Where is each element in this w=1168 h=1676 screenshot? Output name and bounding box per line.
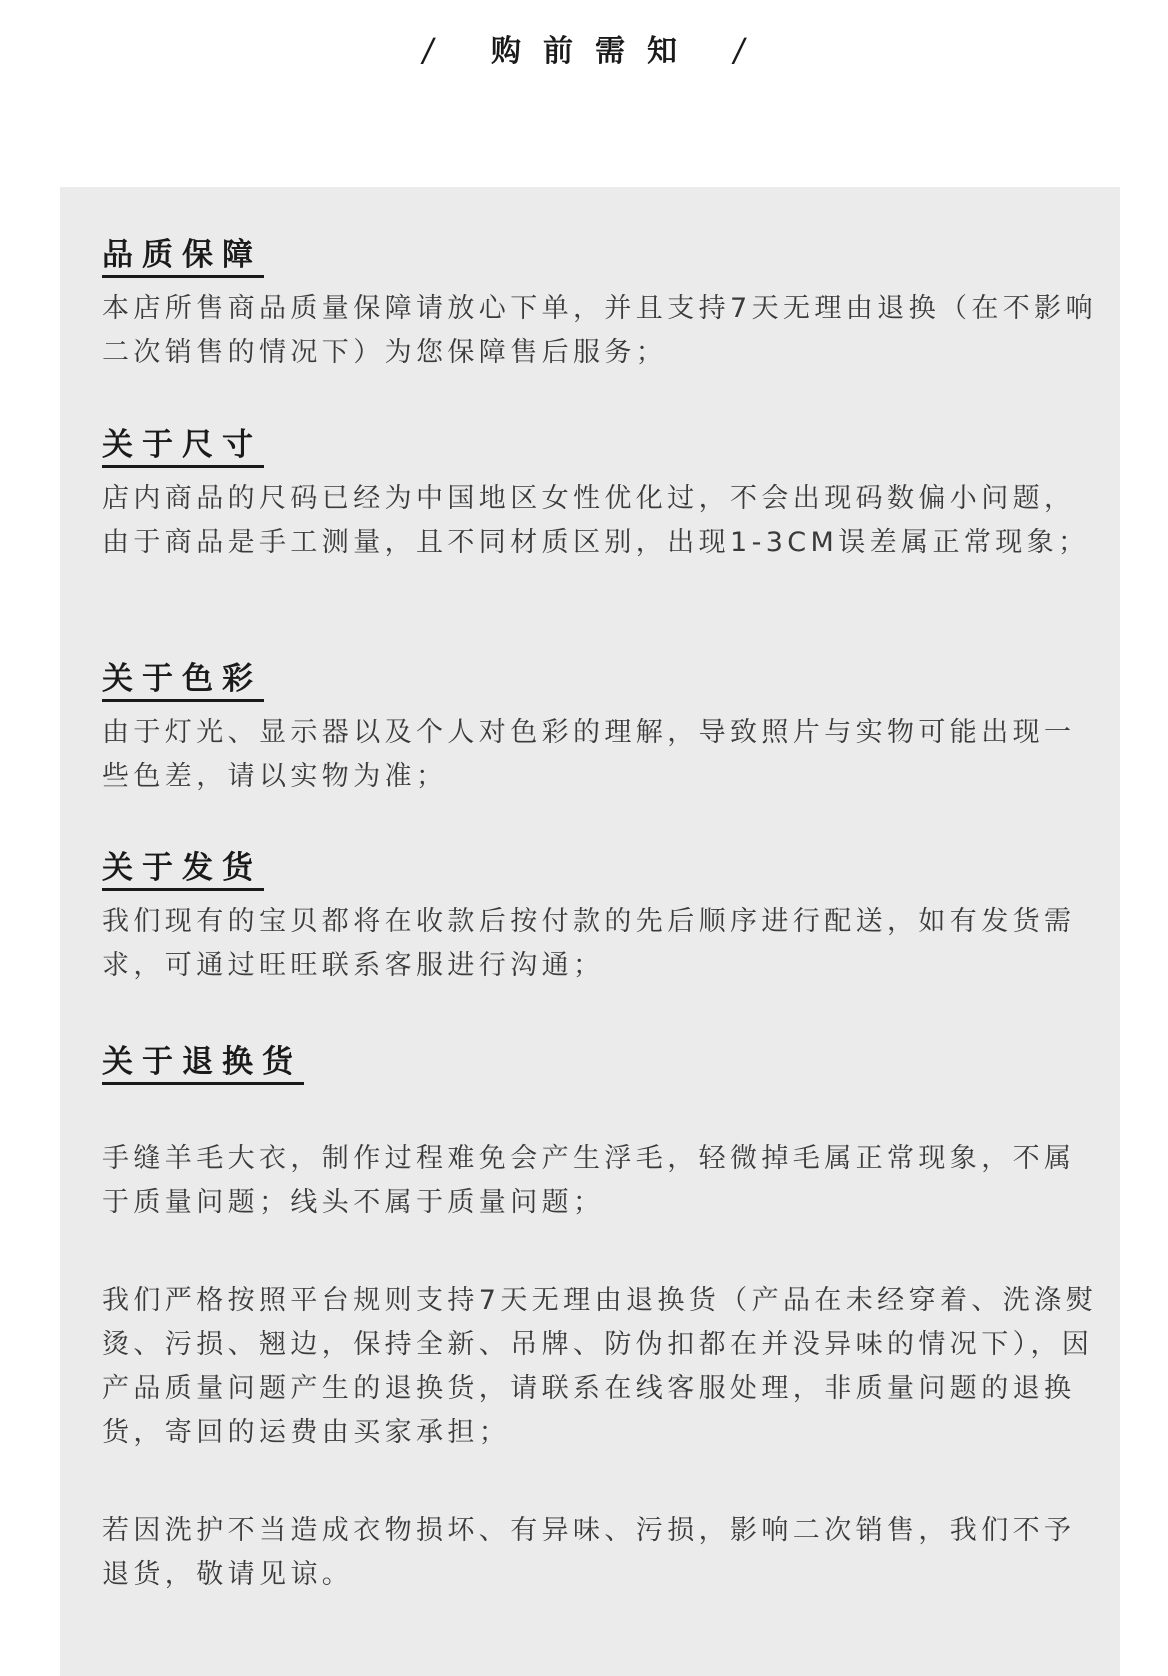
section-shipping bbox=[102, 848, 1102, 988]
section-body-color: 由于灯光、显示器以及个人对色彩的理解，导致照片与实物可能出现一些色差，请以实物为准； bbox=[102, 717, 1076, 792]
section-color bbox=[102, 659, 1102, 799]
section-quality bbox=[102, 235, 1102, 375]
section-size bbox=[102, 425, 1102, 565]
returns-paragraph-text: 我们严格按照平台规则支持7天无理由退换货（产品在未经穿着、洗涤熨烫、污损、翘边，保持全新、吊牌、防伪扣都在并没异味的情况下），因产品质量问题产生的退换货，请联系在线客服处理，非质量问题的退换货，寄回的运费由买家承担； bbox=[102, 1285, 1097, 1448]
returns-paragraph-2 bbox=[102, 1279, 1102, 1455]
returns-paragraph-1 bbox=[102, 1137, 1102, 1225]
notice-panel bbox=[60, 187, 1120, 1676]
section-title-size: 关于尺寸 bbox=[102, 425, 264, 468]
section-returns bbox=[102, 1042, 1102, 1098]
section-title-quality: 品质保障 bbox=[102, 235, 264, 278]
header-left-slash: / bbox=[419, 31, 438, 69]
returns-paragraph-text: 若因洗护不当造成衣物损坏、有异味、污损，影响二次销售，我们不予退货，敬请见谅。 bbox=[102, 1515, 1076, 1590]
section-title-returns: 关于退换货 bbox=[102, 1042, 304, 1085]
page-title: 购前需知 bbox=[491, 34, 699, 69]
returns-paragraph-3 bbox=[102, 1509, 1102, 1597]
section-title-shipping: 关于发货 bbox=[102, 848, 264, 891]
section-body-shipping: 我们现有的宝贝都将在收款后按付款的先后顺序进行配送，如有发货需求，可通过旺旺联系客服进行沟通； bbox=[102, 906, 1076, 981]
section-body-quality: 本店所售商品质量保障请放心下单，并且支持7天无理由退换（在不影响二次销售的情况下）为您保障售后服务； bbox=[102, 293, 1097, 368]
page-header bbox=[0, 28, 1168, 72]
header-right-slash: / bbox=[730, 31, 749, 69]
section-title-color: 关于色彩 bbox=[102, 659, 264, 702]
returns-paragraph-text: 手缝羊毛大衣，制作过程难免会产生浮毛，轻微掉毛属正常现象，不属于质量问题；线头不属于质量问题； bbox=[102, 1143, 1076, 1218]
section-body-size: 店内商品的尺码已经为中国地区女性优化过，不会出现码数偏小问题，由于商品是手工测量，且不同材质区别，出现1-3CM误差属正常现象； bbox=[102, 483, 1090, 558]
